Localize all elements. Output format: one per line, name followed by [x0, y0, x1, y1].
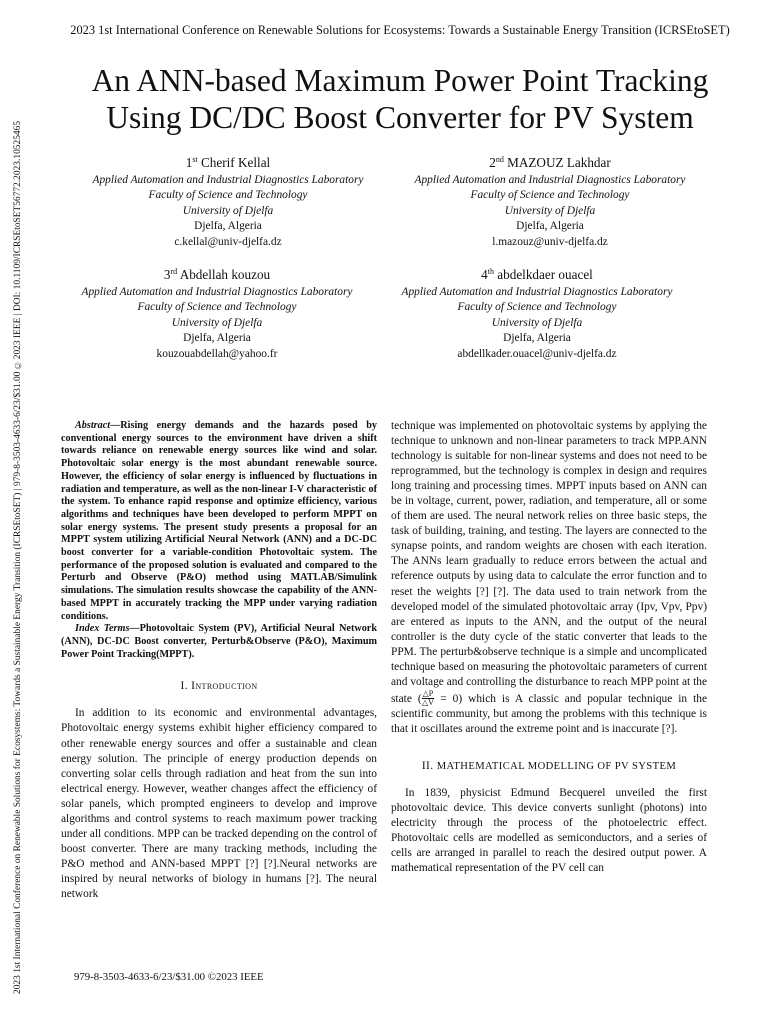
ann-paragraph: technique was implemented on photovoltaic systems by applying the technique to unknown and non-linear parameters to track MPP.ANN technology is suitable for non-linear systems and does not need to be reprogrammed, but the technology is complex in design and requires long training and processing times. MPPT inputs based on ANN can be in voltage, current, power, radiation, and temperature, all or some of them are used. The neural network relies on three basic steps, the task of building, training, and testing. The layers are connected to the synapse points, and random weights are chosen with each iteration. The ANNs learn gradually to reduce errors between the actual and reference outputs by using data to calculate the error function and to reset the weights [?] [?]. The data used to train network from the developed model of the simulated photovoltaic array (Ipv, Vpv, Ppv) are entered as inputs to the ANN, and the output of the neural controller is the duty cycle of the static converter that leads to the PPM. The perturb&observe technique is a simple and uncomplicated technique based on measuring the photovoltaic parameters of current and voltage and controlling the disturbance to reach MPP point at the state ( $\frac{\triangle P}{\triangle V}$ = 0) which is A classic and popular technique in the scientific community, but among the problems with this technique is that it oscillates around the extreme point and is inaccurate [?].	[391, 420, 708, 735]
title-line-1: An ANN-based Maximum Power Point Tracking	[91, 63, 709, 98]
copyright-footer: 979-8-3503-4633-6/23/$31.00 ©2023 IEEE	[74, 971, 264, 983]
author-university: University of Djelfa	[182, 204, 274, 217]
author-faculty: Faculty of Science and Technology	[148, 189, 308, 202]
author-lab: Applied Automation and Industrial Diagnostics Laboratory	[414, 174, 686, 186]
title-line-2: Using DC/DC Boost Converter for PV System	[106, 100, 694, 135]
author-faculty: Faculty of Science and Technology	[470, 189, 630, 202]
abstract	[61, 420, 377, 623]
abstract-label: Abstract	[75, 420, 111, 431]
abstract-body: —Rising energy demands and the hazards posed by conventional energy sources to the environment have driven a shift towards reliance on renewable energy sources like wind and solar. Photovoltaic solar energy is the most abundant renewable source. However, the efficiency of solar energy is influenced by fluctuations in radiation and temperature, as well as the non-linear I-V characteristic of the system. To enhance rapid response and optimize efficiency, various algorithms and techniques have been developed to perform MPPT on solar energy systems. The present study presents a proposal for an MPPT system utilizing Artificial Neural Network (ANN) and a DC-DC boost converter for a variable-condition Photovoltaic system. The performance of the proposed solution is evaluated and compared to the Perturb and Observe (P&O) method using MATLAB/Simulink simulations. The simulation results showcase the capability of the ANN-based MPPT in accurately tracking the MPP under varying radiation conditions.	[61, 420, 377, 622]
author-location: Djelfa, Algeria	[194, 220, 262, 233]
author-email: c.kellal@univ-djelfa.dz	[174, 235, 282, 248]
author-university: University of Djelfa	[171, 316, 263, 329]
section-1-heading: I. Introduction	[180, 680, 258, 693]
author-name: 1st Cherif Kellal	[185, 155, 271, 170]
conference-header: 2023 1st International Conference on Renewable Solutions for Ecosystems: Towards a Sustainable Energy Transition (ICRSEtoSET)	[70, 23, 730, 37]
author-block-2	[385, 154, 715, 250]
author-lab: Applied Automation and Industrial Diagnostics Laboratory	[401, 286, 673, 298]
author-email: kouzouabdellah@yahoo.fr	[156, 347, 278, 360]
author-lab: Applied Automation and Industrial Diagnostics Laboratory	[81, 286, 353, 298]
author-university: University of Djelfa	[491, 316, 583, 329]
author-email: abdellkader.ouacel@univ-djelfa.dz	[457, 347, 617, 360]
delta-p-over-delta-v: $\frac{\triangle P}{\triangle V}$	[421, 688, 434, 707]
index-terms-label: Index Terms	[75, 623, 130, 635]
section-2-heading: II. MATHEMATICAL MODELLING OF PV SYSTEM	[421, 759, 677, 772]
side-doi-strip: 2023 1st International Conference on Renewable Solutions for Ecosystems: Towards a Sustainable Energy Transition (ICRSEtoSET) | 979-8-3503-4633-6/23/$31.00 ©2023 IEEE | DOI: 10.1109/ICRSEtoSET56772.2023.10525465	[13, 120, 23, 994]
author-location: Djelfa, Algeria	[516, 220, 584, 233]
left-column	[61, 420, 377, 902]
author-faculty: Faculty of Science and Technology	[137, 301, 297, 314]
index-terms-body: —Photovoltaic System (PV), Artificial Neural Network (ANN), DC-DC Boost converter, Perturb&Observe (P&O), Maximum Power Point Tracking(MPPT).	[61, 623, 377, 660]
author-faculty: Faculty of Science and Technology	[457, 301, 617, 314]
author-block-4	[372, 266, 702, 362]
author-location: Djelfa, Algeria	[503, 332, 571, 345]
author-university: University of Djelfa	[504, 204, 596, 217]
index-terms	[61, 623, 377, 661]
author-name: 3rd Abdellah kouzou	[163, 267, 271, 282]
author-block-3	[52, 266, 382, 362]
pv-modelling-paragraph: In 1839, physicist Edmund Becquerel unveiled the first photovoltaic device. This device converts sunlight (photons) into electricity through the process of the photoelectric effect. Photovoltaic cells are modelled as semiconductors, and a series of cells are arranged in parallel to reach the desired output power. A mathematical representation of the PV cell can	[391, 787, 707, 875]
right-column	[391, 419, 707, 876]
paper-title	[40, 62, 760, 136]
author-name: 4th abdelkdaer ouacel	[481, 267, 593, 282]
intro-paragraph: In addition to its economic and environmental advantages, Photovoltaic energy systems exhibit higher efficiency compared to other renewable energy sources and offer a sustainable and clean energy solution. The principle of energy production depends on converting solar cells through radiation and heat from the sun into electrical energy. However, weather changes affect the efficiency of solar panels, which prompted engineers to develop and improve algorithms and control systems to reach maximum power tracking under all conditions. MPP can be tracked depending on the control of boost converter. There are many tracking methods, including the P&O method and ANN-based MPPT [?] [?].Neural networks are inspired by neural networks of biology in humans [?]. The neural network	[61, 707, 377, 900]
author-lab: Applied Automation and Industrial Diagnostics Laboratory	[92, 174, 364, 186]
author-email: l.mazouz@univ-djelfa.dz	[492, 235, 608, 248]
author-location: Djelfa, Algeria	[183, 332, 251, 345]
author-name: 2nd MAZOUZ Lakhdar	[489, 155, 611, 170]
author-block-1	[63, 154, 393, 250]
